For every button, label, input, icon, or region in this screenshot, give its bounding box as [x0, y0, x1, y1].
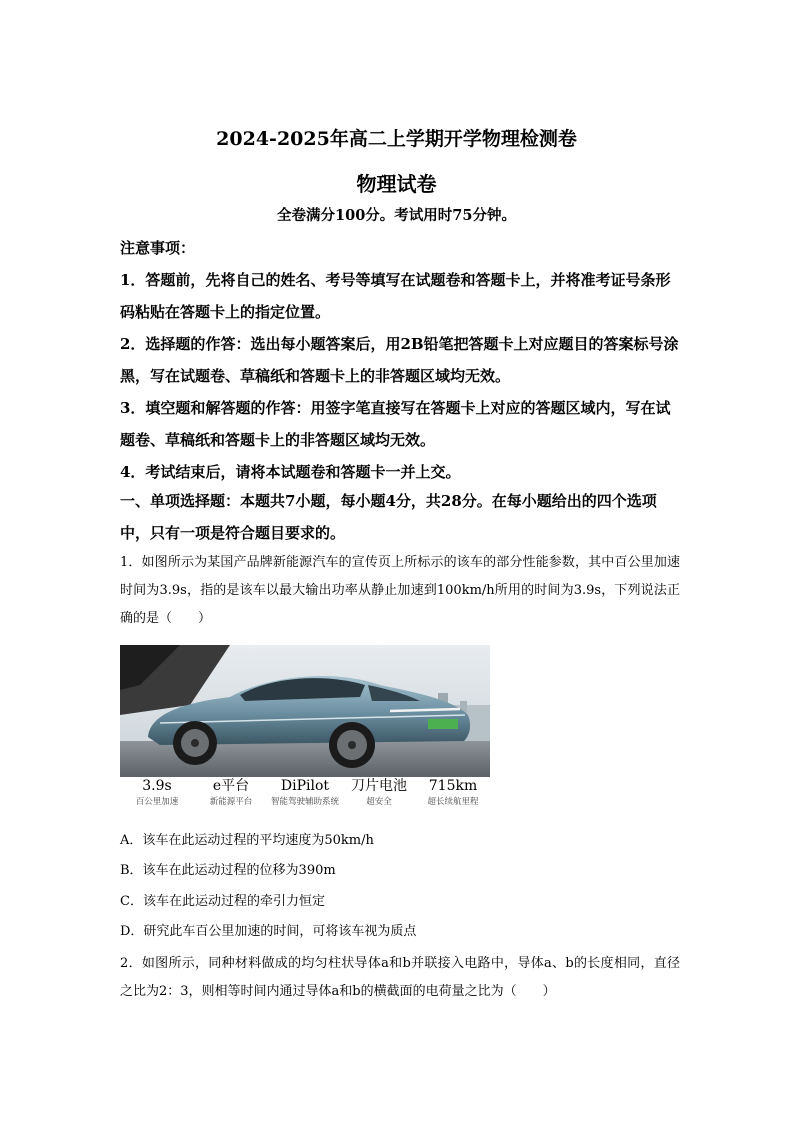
question-1-option-a: A．该车在此运动过程的平均速度为50km/h [120, 833, 374, 848]
car-photo [120, 645, 490, 777]
question-2-stem: 2．如图所示，同种材料做成的均匀柱状导体a和b并联接入电路中，导体a、b的长度相同，直径之比为2：3，则相等时间内通过导体a和b的横截面的电荷量之比为（ ） [120, 956, 680, 999]
exam-title: 2024-2025年高二上学期开学物理检测卷 [216, 128, 577, 150]
section-heading: 一、单项选择题：本题共7小题，每小题4分，共28分。在每小题给出的四个选项中，只有一项是符合题目要求的。 [120, 492, 657, 542]
notice-item-1: 1．答题前，先将自己的姓名、考号等填写在试题卷和答题卡上，并将准考证号条形码粘贴在答题卡上的指定位置。 [120, 271, 671, 321]
spec-value: 刀片电池 [351, 778, 407, 794]
notice-heading: 注意事项： [120, 239, 196, 257]
question-1-option-d: D．研究此车百公里加速的时间，可将该车视为质点 [120, 924, 417, 939]
spec-item [194, 777, 268, 809]
spec-value: 3.9s [142, 778, 172, 794]
car-illustration [120, 645, 490, 777]
question-1-option-c: C．该车在此运动过程的牵引力恒定 [120, 894, 325, 909]
spec-label: 超长续航里程 [427, 797, 479, 807]
spec-label: 超安全 [366, 797, 392, 807]
spec-label: 百公里加速 [135, 797, 179, 807]
car-spec-strip [120, 777, 490, 813]
spec-label: 智能驾驶辅助系统 [270, 797, 339, 807]
notice-item-3: 3．填空题和解答题的作答：用签字笔直接写在答题卡上对应的答题区域内，写在试题卷、草稿纸和答题卡上的非答题区域均无效。 [120, 399, 671, 449]
spec-label: 新能源平台 [209, 797, 253, 807]
notice-item-2: 2．选择题的作答：选出每小题答案后，用2B铅笔把答题卡上对应题目的答案标号涂黑，写在试题卷、草稿纸和答题卡上的非答题区域均无效。 [120, 335, 679, 385]
question-1-option-b: B．该车在此运动过程的位移为390m [120, 863, 336, 878]
spec-item [268, 777, 342, 809]
spec-value: e平台 [212, 778, 250, 794]
exam-info: 全卷满分100分。考试用时75分钟。 [277, 207, 516, 224]
spec-value: 715km [428, 778, 478, 794]
spec-item [120, 777, 194, 809]
question-1-stem: 1．如图所示为某国产品牌新能源汽车的宣传页上所标示的该车的部分性能参数，其中百公里加速时间为3.9s，指的是该车以最大输出功率从静止加速到100km/h所用的时间为3.9s，下列说法正确的是（ ） [120, 555, 680, 626]
spec-item [342, 777, 416, 809]
exam-subtitle: 物理试卷 [356, 172, 437, 196]
spec-value: DiPilot [280, 778, 330, 794]
spec-item [416, 777, 490, 809]
notice-item-4: 4．考试结束后，请将本试题卷和答题卡一并上交。 [120, 463, 461, 481]
